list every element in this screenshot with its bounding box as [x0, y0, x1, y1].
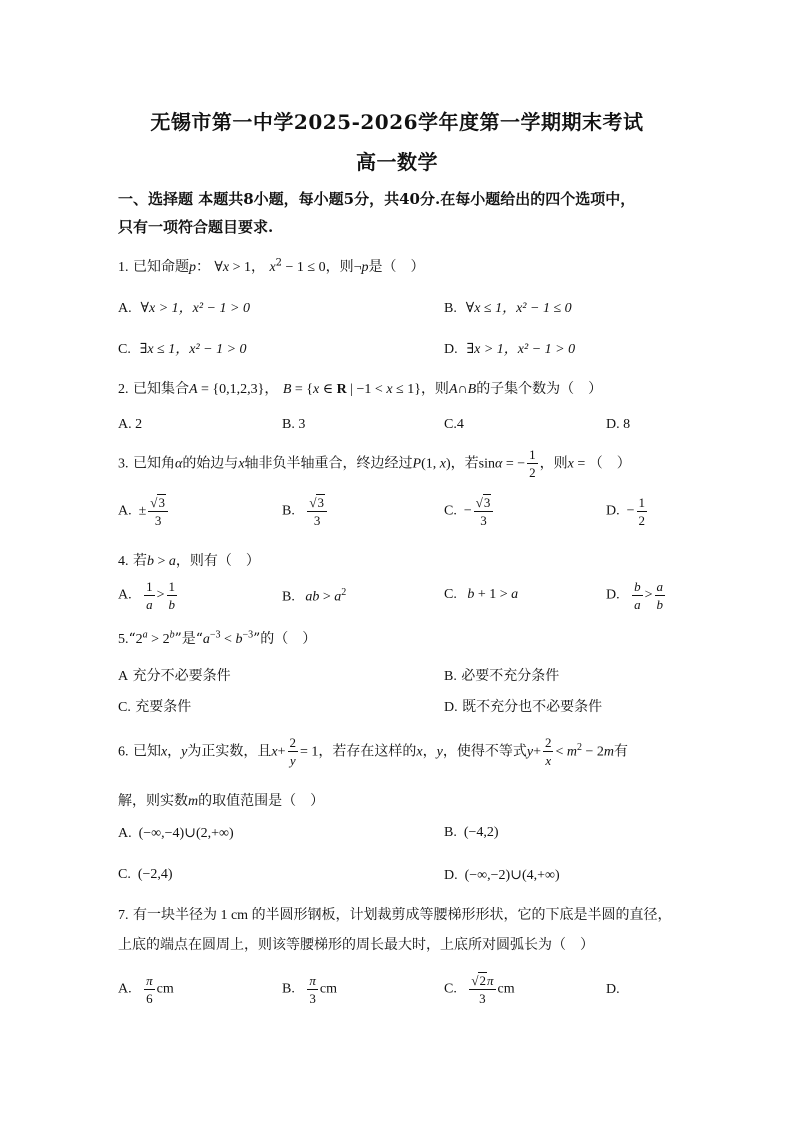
question-6-line2: 解，则实数m的取值范围是（ ） — [118, 793, 325, 809]
option-6D[interactable]: D. (−∞,−2)∪(4,+∞) — [444, 868, 560, 883]
option-1A[interactable]: A. ∀x > 1，x² − 1 > 0 — [118, 301, 250, 316]
option-3A[interactable]: A. ± $\frac{√3}{3}$ — [118, 494, 170, 529]
question-text: ，则 — [325, 259, 354, 275]
option-2A[interactable]: A. 2 — [118, 417, 143, 432]
option-3B[interactable]: B. $\frac{√3}{3}$ — [282, 494, 329, 529]
option-7A[interactable]: A. $\frac{\pi}{6}$ cm — [118, 973, 174, 1006]
section-heading-line2: 只有一项符合题目要求. — [118, 218, 274, 236]
question-6: 6. 已知x，y为正实数，且x+ $\frac{2}{y}$ = 1，若存在这样的x，y，使得不等式y+ $\frac{2}{x}$ < $m^2 - 2m$有 — [118, 735, 629, 768]
option-1B[interactable]: B. ∀x ≤ 1，x² − 1 ≤ 0 — [444, 301, 572, 316]
option-5B[interactable]: B. 必要不充分条件 — [444, 668, 560, 684]
section-heading-line1: 一、选择题 本题共8小题，每小题5分，共40分.在每小题给出的四个选项中， — [118, 190, 636, 208]
option-7D[interactable]: D. — [606, 982, 620, 997]
option-5D[interactable]: D. 既不充分也不必要条件 — [444, 699, 603, 715]
question-3: 3. 已知角α的始边与x轴非负半轴重合，终边经过P(1, x)，若sinα = − $\frac{1}{2}$ ，则x = （ ） — [118, 447, 631, 480]
option-3C[interactable]: C. − $\frac{√3}{3}$ — [444, 494, 495, 529]
option-2C[interactable]: C.4 — [444, 417, 464, 432]
option-4A[interactable]: A. $\frac{1}{a}$ > $\frac{1}{b}$ — [118, 579, 176, 612]
option-5C[interactable]: C. 充要条件 — [118, 699, 192, 715]
question-text: 已知命题 — [132, 259, 189, 275]
option-5A[interactable]: A 充分不必要条件 — [118, 668, 231, 684]
option-4C[interactable]: C. b + 1 > a — [444, 587, 519, 602]
option-7B[interactable]: B. $\frac{\pi}{3}$ cm — [282, 973, 337, 1006]
option-4B[interactable]: B. ab > $a^2$ — [282, 587, 347, 605]
question-text: 是（ ） — [368, 259, 425, 275]
option-2D[interactable]: D. 8 — [606, 417, 631, 432]
option-6B[interactable]: B. (−4,2) — [444, 825, 499, 840]
question-2: 2. 已知集合A = {0,1,2,3}， B = {x ∈ R | −1 < x ≤ 1}，则A∩B的子集个数为（ ） — [118, 381, 603, 397]
question-5: $5.“2^a > 2^b$”是“$a^{-3} < b^{-3}$”的（ ） — [118, 629, 317, 647]
exam-title: 无锡市第一中学2025-2026学年度第一学期期末考试 — [150, 110, 644, 134]
exam-subtitle: 高一数学 — [356, 150, 438, 174]
question-7: 7. 有一块半径为 1 cm 的半圆形钢板，计划裁剪成等腰梯形形状，它的下底是半圆的直径， — [118, 907, 672, 923]
question-7-line2: 上底的端点在圆周上，则该等腰梯形的周长最大时，上底所对圆弧长为（ ） — [118, 937, 594, 953]
option-3D[interactable]: D. − $\frac{1}{2}$ — [606, 495, 646, 528]
question-number: 1. — [118, 260, 129, 275]
option-7C[interactable]: C. $\frac{√2\pi}{3}$ cm — [444, 973, 515, 1006]
option-1D[interactable]: D. ∃x > 1，x² − 1 > 0 — [444, 342, 576, 357]
option-2B[interactable]: B. 3 — [282, 417, 306, 432]
question-4: 4. 若b > a，则有（ ） — [118, 553, 260, 569]
option-4D[interactable]: D. $\frac{b}{a}$ > $\frac{a}{b}$ — [606, 579, 664, 612]
option-6A[interactable]: A. (−∞,−4)∪(2,+∞) — [118, 826, 234, 841]
option-6C[interactable]: C. (−2,4) — [118, 867, 173, 882]
option-1C[interactable]: C. ∃x ≤ 1，x² − 1 > 0 — [118, 342, 247, 357]
question-1: 1. 已知命题p： ∀x > 1， $x^2 - 1 \le 0$，则¬p是（ ） — [118, 257, 425, 275]
